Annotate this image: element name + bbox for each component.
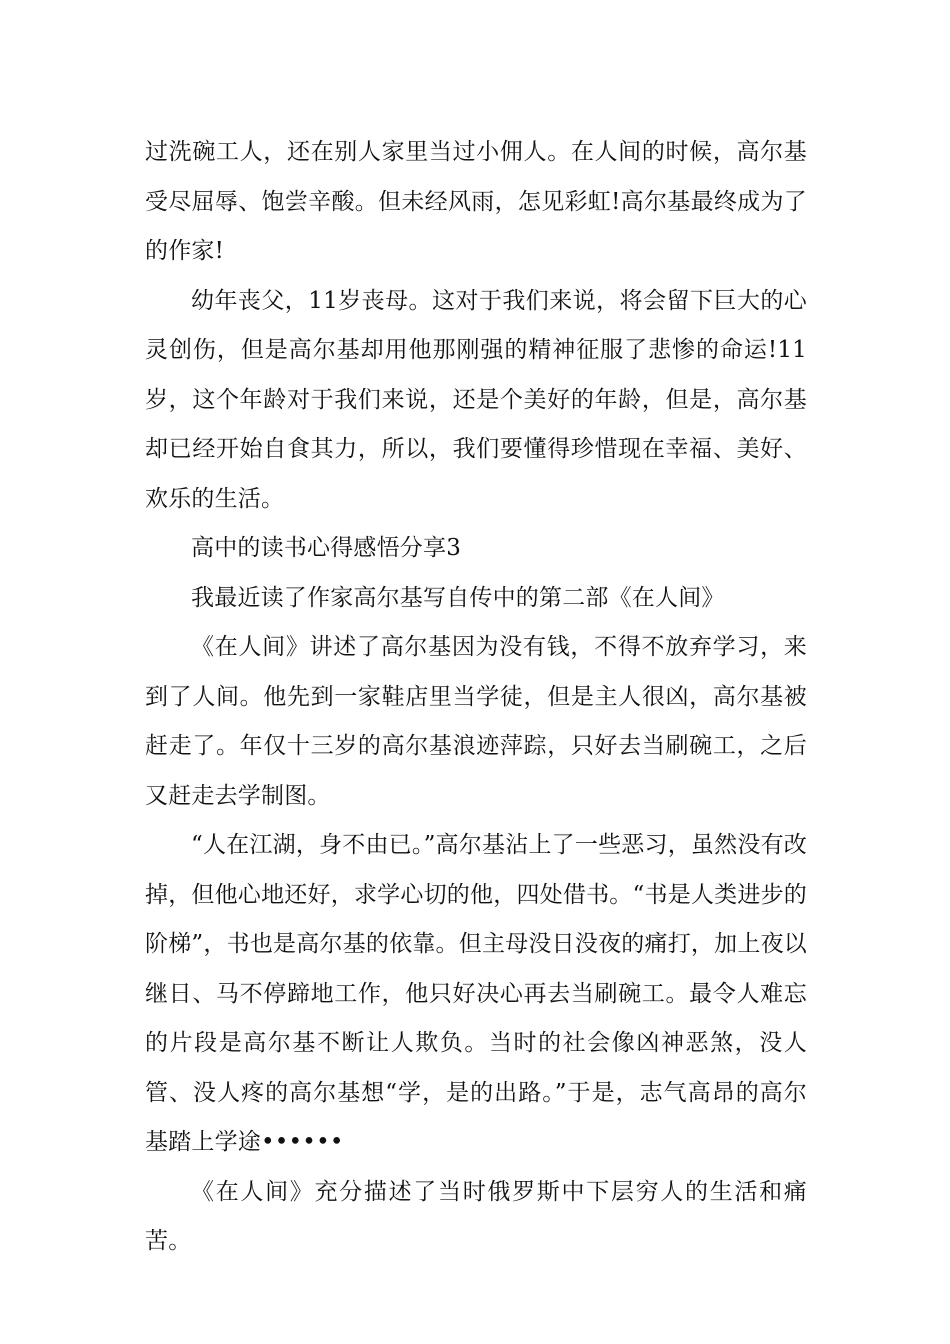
- paragraph-2: 幼年丧父，11岁丧母。这对于我们来说，将会留下巨大的心灵创伤，但是高尔基却用他那刚强的精神征服了悲惨的命运!11岁，这个年龄对于我们来说，还是个美好的年龄，但是，高尔基却已经开始自食其力，所以，我们要懂得珍惜现在幸福、美好、欢乐的生活。: [145, 287, 807, 512]
- paragraph-4: “人在江湖，身不由已。”高尔基沾上了一些恶习，虽然没有改掉，但他心地还好，求学心切的他，四处借书。“书是人类进步的阶梯”，书也是高尔基的依靠。但主母没日没夜的痛打，加上夜以继日、马不停蹄地工作，他只好决心再去当刷碗工。最令人难忘的片段是高尔基不断让人欺负。当时的社会像凶神恶煞，没人管、没人疼的高尔基想“学，是的出路。”于是，志气高昂的高尔基踏上学途••••••: [145, 832, 807, 1155]
- document-body: [145, 128, 807, 1267]
- paragraph-1: 过洗碗工人，还在别人家里当过小佣人。在人间的时候，高尔基受尽屈辱、饱尝辛酸。但未经风雨，怎见彩虹!高尔基最终成为了的作家!: [145, 139, 807, 264]
- paragraph-intro: 我最近读了作家高尔基写自传中的第二部《在人间》: [191, 584, 725, 611]
- paragraph-3: 《在人间》讲述了高尔基因为没有钱，不得不放弃学习，来到了人间。他先到一家鞋店里当学徒，但是主人很凶，高尔基被赶走了。年仅十三岁的高尔基浪迹萍踪，只好去当刷碗工，之后又赶走去学制图。: [145, 634, 807, 809]
- paragraph-5: 《在人间》充分描述了当时俄罗斯中下层穷人的生活和痛苦。: [145, 1178, 807, 1254]
- section-heading: 高中的读书心得感悟分享3: [191, 535, 462, 561]
